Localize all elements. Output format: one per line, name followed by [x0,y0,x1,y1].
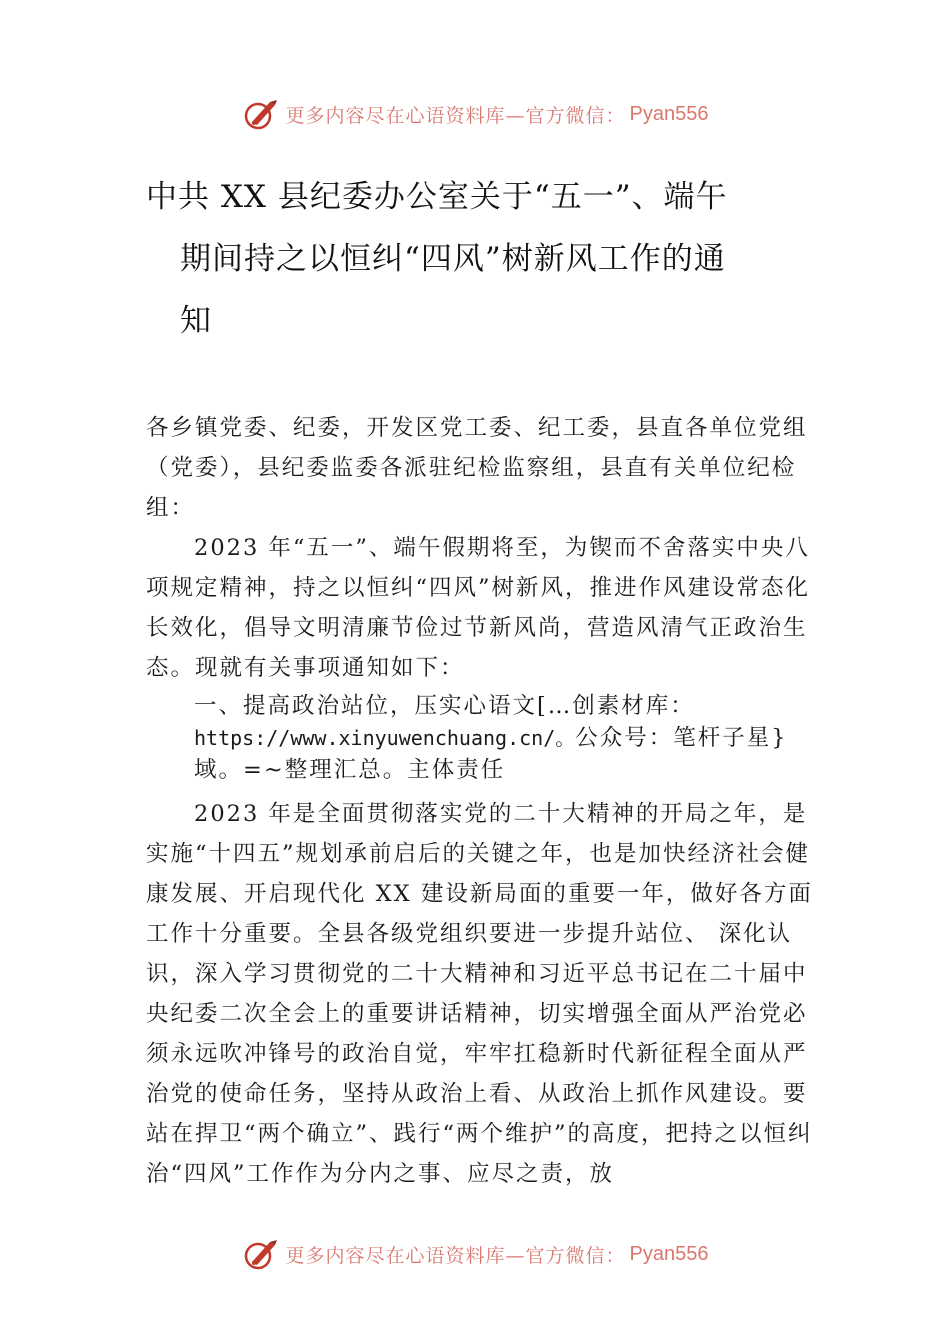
salutation: 各乡镇党委、纪委，开发区党工委、纪工委，县直各单位党组（党委），县纪委监委各派驻纪检监察组，县直有关单位纪检组： [146,415,808,521]
wechat-id: Pyan556 [629,1242,709,1265]
watermark-banner-bottom [0,1234,950,1274]
pen-logo-icon [242,96,282,132]
watermark-text: 更多内容尽在心语资料库—官方微信： [285,104,626,127]
watermark-text: 更多内容尽在心语资料库—官方微信： [285,1244,626,1267]
intro-paragraph: 2023 年“五一”、端午假期将至，为锲而不舍落实中央八项规定精神，持之以恒纠“四风”树新风，推进作风建设常态化长效化，倡导文明清廉节俭过节新风尚，营造风清气正政治生态。现就有关事项通知如下： [146,535,811,681]
document-body [146,408,826,1194]
section-heading-url: https://www.xinyuwenchuang.cn/。 [194,726,576,750]
title-line-3: 知 [180,303,212,339]
section-heading-1 [146,690,826,786]
section-heading-text-b: 公众号：笔杆子星}域。=~整理汇总。主体责任 [194,725,788,783]
watermark-banner-top [0,94,950,134]
title-line-2: 期间持之以恒纠“四风”树新风工作的通 [180,241,726,277]
section-heading-text-a: 一、提高政治站位，压实心语文[…创素材库： [194,693,695,719]
document-title [146,166,806,352]
pen-logo-icon [242,1236,282,1272]
title-line-1: 中共 XX 县纪委办公室关于“五一”、端午 [146,179,728,215]
section-1-paragraph: 2023 年是全面贯彻落实党的二十大精神的开局之年，是实施“十四五”规划承前启后的关键之年，也是加快经济社会健康发展、开启现代化 XX 建设新局面的重要一年，做好各方面工作十分重要。全县各级党组织要进一步提升站位、 深化认识，深入学习贯彻党的二十大精神和习近平总书记在二十届中央纪委二次全会上的重要讲话精神，切实增强全面从严治党必须永远吹冲锋号的政治自觉，牢牢扛稳新时代新征程全面从严治党的使命任务，坚持从政治上看、从政治上抓作风建设。要站在捍卫“两个确立”、践行“两个维护”的高度，把持之以恒纠治“四风”工作作为分内之事、应尽之责，放 [146,801,813,1187]
wechat-id: Pyan556 [629,102,709,125]
